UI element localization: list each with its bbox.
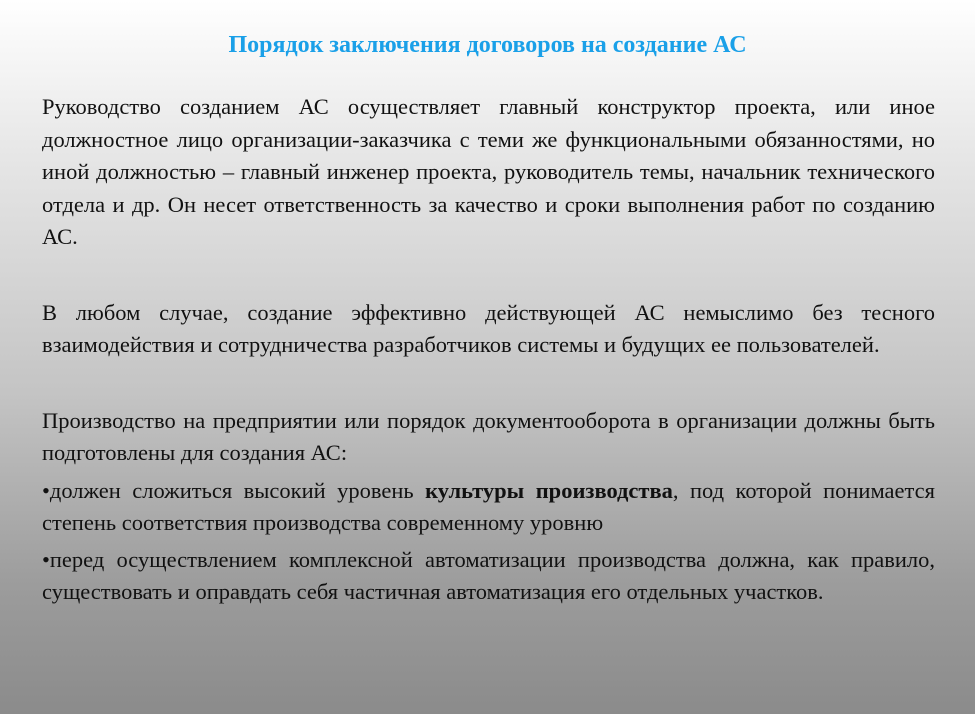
bullet-text: перед осуществлением комплексной автоматизации производства должна, как правило, существовать и оправдать себя частичная автоматизация его отдельных участков. (42, 546, 935, 604)
bullet-marker: • (42, 477, 50, 503)
paragraph-preparation: Производство на предприятии или порядок документооборота в организации должны быть подготовлены для создания АС: (42, 407, 935, 465)
bullet-bold-term: культуры производства (425, 477, 673, 503)
bullet-production-culture (42, 475, 935, 540)
bullet-partial-automation (42, 544, 935, 609)
bullet-marker: • (42, 546, 50, 572)
bullet-text-before: должен сложиться высокий уровень (49, 477, 426, 503)
slide-body (42, 91, 935, 613)
bullet-text-after: , под которой понимается степень соответствия производства современному уровню (42, 477, 935, 535)
paragraph-cooperation: В любом случае, создание эффективно действующей АС немыслимо без тесного взаимодействия и сотрудничества разработчиков системы и будущих ее пользователей. (42, 299, 935, 357)
paragraph-leadership: Руководство созданием АС осуществляет главный конструктор проекта, или иное должностное лицо организации-заказчика с теми же функциональными обязанностями, но иной должностью – главный инженер проекта, руководитель темы, начальник технического отдела и др. Он несет ответственность за качество и сроки выполнения работ по созданию АС. (42, 94, 935, 249)
slide-title: Порядок заключения договоров на создание АС (228, 32, 747, 58)
